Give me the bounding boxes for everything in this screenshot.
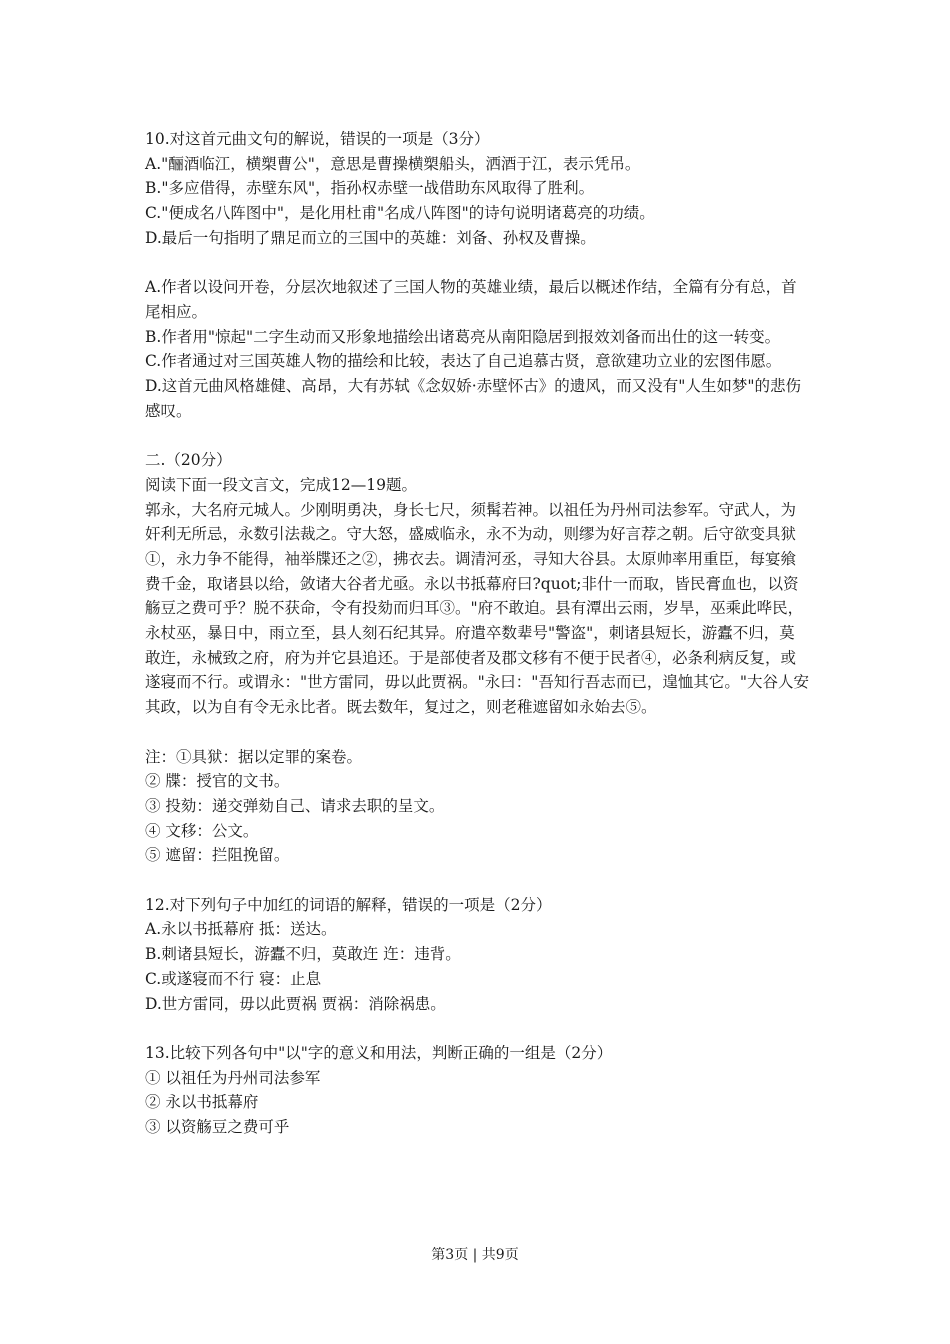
question-10-option-a: A."酾酒临江，横槊曹公"，意思是曹操横槊船头，洒酒于江，表示凭吊。: [145, 154, 641, 173]
question-11-option-b: B.作者用"惊起"二字生动而又形象地描绘出诸葛亮从南阳隐居到报效刘备而出仕的这一转变。: [145, 327, 781, 346]
note-1: 注：①具狱：据以定罪的案卷。: [145, 747, 363, 766]
note-3: ③ 投劾：递交弹劾自己、请求去职的呈文。: [145, 796, 445, 815]
spacer: [145, 720, 810, 745]
spacer: [145, 868, 810, 893]
question-13-item-2: ② 永以书抵幕府: [145, 1093, 259, 1112]
question-13-stem: 13.比较下列各句中"以"字的意义和用法，判断正确的一组是（2分）: [145, 1043, 613, 1062]
spacer: [145, 251, 810, 276]
question-13-item-1: ① 以祖任为丹州司法参军: [145, 1068, 321, 1087]
note-5: ⑤ 遮留：拦阻挽留。: [145, 846, 290, 865]
section-2-heading: 二.（20分）: [145, 451, 232, 470]
spacer: [145, 1016, 810, 1041]
question-12-option-d: D.世方雷同，毋以此贾祸 贾祸：消除祸患。: [145, 994, 446, 1013]
question-11-option-a: A.作者以设问开卷，分层次地叙述了三国人物的英雄业绩，最后以概述作结，全篇有分有总，首尾相应。: [145, 278, 797, 321]
section-2-instruction: 阅读下面一段文言文，完成12—19题。: [145, 475, 417, 494]
question-11-option-c: C.作者通过对三国英雄人物的描绘和比较，表达了自己追慕古贤，意欲建功立业的宏图伟愿。: [145, 352, 782, 371]
question-12-option-b: B.刺诸县短长，游蠹不归，莫敢迕 迕：违背。: [145, 945, 461, 964]
question-10-option-d: D.最后一句指明了鼎足而立的三国中的英雄：刘备、孙权及曹操。: [145, 228, 596, 247]
question-10-option-c: C."便成名八阵图中"，是化用杜甫"名成八阵图"的诗句说明诸葛亮的功绩。: [145, 204, 655, 223]
question-12-option-a: A.永以书抵幕府 抵：送达。: [145, 920, 337, 939]
question-10-stem: 10.对这首元曲文句的解说，错误的一项是（3分）: [145, 130, 490, 148]
note-4: ④ 文移：公文。: [145, 821, 259, 840]
note-2: ② 牒：授官的文书。: [145, 772, 290, 791]
page-content: [145, 127, 810, 1140]
question-12-option-c: C.或遂寝而不行 寝：止息: [145, 969, 322, 988]
spacer: [145, 423, 810, 448]
classical-passage: 郭永，大名府元城人。少刚明勇决，身长七尺，须髯若神。以祖任为丹州司法参军。守武人，为奸利无所忌，永数引法裁之。守大怒，盛威临永，永不为动，则缪为好言荐之朝。后守欲变具狱①，永力争不能得，袖举牒还之②，拂衣去。调清河丞，寻知大谷县。太原帅率用重臣，每宴飨费千金，取诸县以给，敛诸大谷者尤亟。永以书抵幕府曰?quot;非什一而取，皆民膏血也，以资觞豆之费可乎？脱不获命，令有投劾而归耳③。"府不敢迫。县有潭出云雨，岁旱，巫乘此哗民，永杖巫，暴日中，雨立至，县人刻石纪其异。府遣卒数辈号"警盗"，刺诸县短长，游蠹不归，莫敢迕，永械致之府，府为并它县追还。于是部使者及郡文移有不便于民者④，必条利病反复，或遂寝而不行。或谓永："世方雷同，毋以此贾祸。"永曰："吾知行吾志而已，遑恤其它。"大谷人安其政，以为自有令无永比者。既去数年，复过之，则老稚遮留如永始去⑤。: [145, 500, 810, 717]
question-10-option-b: B."多应借得，赤壁东风"，指孙权赤壁一战借助东风取得了胜利。: [145, 179, 595, 198]
page-footer: 第3页 | 共9页: [431, 1247, 519, 1263]
question-11-option-d: D.这首元曲风格雄健、高昂，大有苏轼《念奴娇·赤壁怀古》的遗风，而又没有"人生如梦"的悲伤感叹。: [145, 377, 801, 420]
question-13-item-3: ③ 以资觞豆之费可乎: [145, 1118, 290, 1137]
question-12-stem: 12.对下列句子中加红的词语的解释，错误的一项是（2分）: [145, 895, 552, 914]
